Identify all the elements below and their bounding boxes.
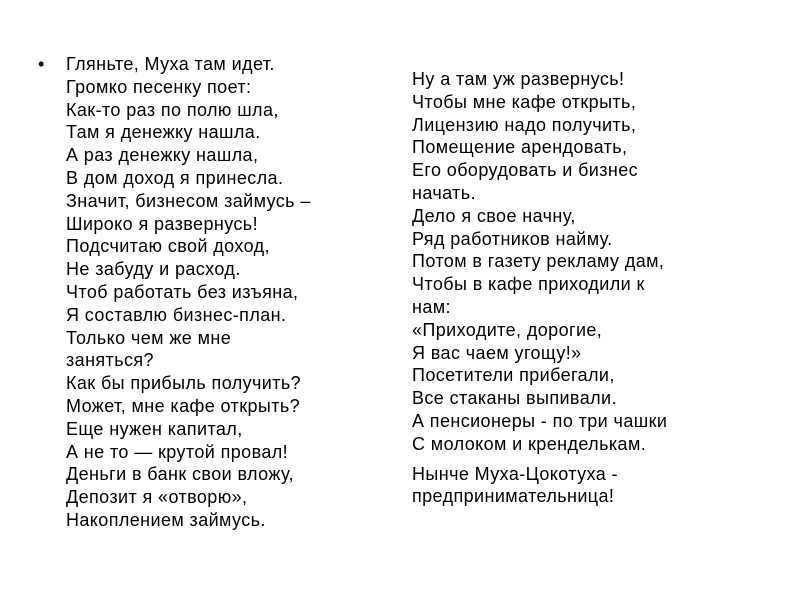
poem-line: Как бы прибыль получить? [66,373,302,394]
poem-line: А раз денежку нашла, [66,145,259,166]
poem-line: Только чем же мне [66,327,232,348]
poem-line: Помещение арендовать, [412,137,628,158]
poem-line: Там я денежку нашла. [66,122,261,143]
poem-line: Дело я свое начну, [412,205,576,226]
poem-line: В дом доход я принесла. [66,167,284,188]
poem-line: Может, мне кафе открыть? [66,395,301,416]
poem-line: Громко песенку поет: [66,76,252,97]
closing-line: Нынче Муха-Цокотуха - [412,463,618,484]
poem-line: Я составлю бизнес-план. [66,304,287,325]
poem-line: Как-то раз по полю шла, [66,99,279,120]
poem-line: Ряд работников найму. [412,228,613,249]
poem-line: Гляньте, Муха там идет. [66,54,275,74]
poem-line: Чтобы в кафе приходили к [412,274,645,295]
closing-line: предпринимательница! [412,486,615,507]
poem-line: Накоплением займусь. [66,509,266,530]
poem-line: Чтоб работать без изъяна, [66,281,299,302]
poem-line: Подсчитаю свой доход, [66,236,270,257]
poem-line: Посетители прибегали, [412,365,615,386]
poem-line: Широко я развернусь! [66,213,258,234]
poem-line: нам: [412,296,451,317]
poem-line: заняться? [66,350,154,371]
poem-line: Все стаканы выпивали. [412,388,617,409]
poem-line: А не то — крутой провал! [66,441,289,462]
poem-line: Лицензию надо получить, [412,114,637,135]
poem-line: А пенсионеры - по три чашки [412,410,668,431]
bullet-marker: • [38,54,45,74]
poem-line: Еще нужен капитал, [66,418,243,439]
poem-line: Его оборудовать и бизнес [412,160,639,181]
poem-line: Я вас чаем угощу!» [412,342,582,363]
poem-line: С молоком и кренделькам. [412,433,647,454]
poem-line: начать. [412,182,476,203]
poem-line: Значит, бизнесом займусь – [66,190,311,211]
poem-line: «Приходите, дорогие, [412,319,603,340]
poem-line: Деньги в банк свои вложу, [66,464,294,485]
poem-right-column [412,68,792,508]
poem-line: Ну а там уж развернусь! [412,69,625,89]
poem-line: Чтобы мне кафе открыть, [412,91,637,112]
poem-line: Депозит я «отворю», [66,487,248,508]
poem-left-column [66,53,396,532]
poem-line: Не забуду и расход. [66,259,241,280]
poem-line: Потом в газету рекламу дам, [412,251,665,272]
